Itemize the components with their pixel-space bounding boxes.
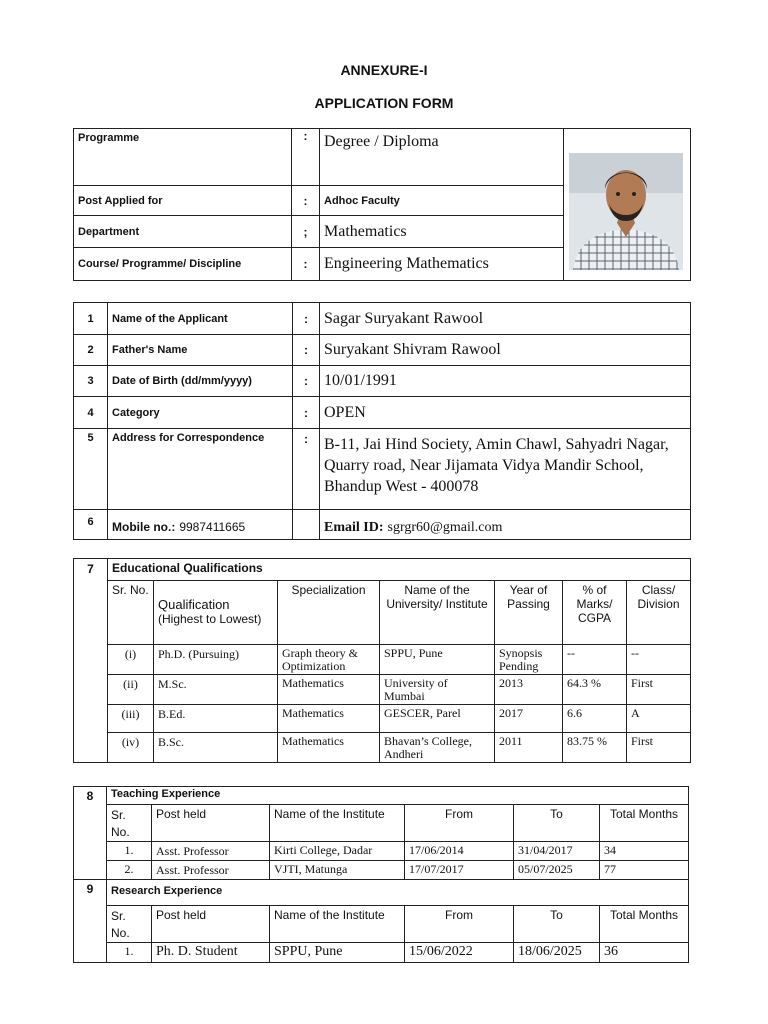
university-cell: Bhavan’s College, Andheri [380,733,495,763]
category-label: Category [108,397,293,429]
university-cell: University of Mumbai [380,675,495,705]
colon: : [292,129,320,186]
table-row [74,397,691,429]
section-number: 9 [74,880,107,963]
department-value: Mathematics [320,216,564,248]
col-header-class: Class/ Division [627,581,691,645]
table-row [74,675,691,705]
post-label: Post Applied for [74,186,292,216]
col-header-institute: Name of the Institute [270,906,405,943]
institute-cell: SPPU, Pune [270,943,405,963]
sr-cell: (i) [108,645,154,675]
colon: ; [292,216,320,248]
col-header-qualification [154,581,278,645]
applicant-name-label: Name of the Applicant [108,303,293,335]
address-value: B-11, Jai Hind Society, Amin Chawl, Sahyadri Nagar, Quarry road, Near Jijamata Vidya Mandir School, Bhandup West - 400078 [320,429,691,510]
marks-cell: 6.6 [563,705,627,733]
table-row [74,303,691,335]
education-table [73,558,691,763]
row-number: 5 [74,429,108,510]
table-row [74,943,689,963]
col-header-from: From [405,805,514,842]
specialization-cell: Graph theory & Optimization [278,645,380,675]
colon: : [293,335,320,366]
col-header-year: Year of Passing [495,581,563,645]
total-cell: 36 [600,943,689,963]
course-label: Course/ Programme/ Discipline [74,248,292,281]
col-header-institute: Name of the Institute [270,805,405,842]
table-row [74,429,691,510]
post-cell: Ph. D. Student [152,943,270,963]
section-title: Research Experience [107,880,689,906]
year-cell: Synopsis Pending [495,645,563,675]
dob-value: 10/01/1991 [320,366,691,397]
colon: : [293,366,320,397]
category-value: OPEN [320,397,691,429]
col-header-specialization: Specialization [278,581,380,645]
row-number: 1 [74,303,108,335]
father-name-value: Suryakant Shivram Rawool [320,335,691,366]
section-number: 7 [74,559,108,763]
post-value: Adhoc Faculty [320,186,564,216]
from-cell: 17/07/2017 [405,861,514,880]
total-cell: 77 [600,861,689,880]
qualification-cell: B.Ed. [154,705,278,733]
university-cell: GESCER, Parel [380,705,495,733]
row-number: 2 [74,335,108,366]
table-row [74,733,691,763]
qualification-header: Qualification [158,597,230,612]
applicant-photo [569,153,683,270]
colon: : [292,186,320,216]
col-header-post: Post held [152,906,270,943]
qualification-cell: Ph.D. (Pursuing) [154,645,278,675]
experience-table [73,786,689,963]
mobile-label: Mobile no.: [112,520,176,534]
institute-cell: VJTI, Matunga [270,861,405,880]
year-cell: 2011 [495,733,563,763]
table-row [74,366,691,397]
sr-cell: 1. [107,842,152,861]
year-cell: 2013 [495,675,563,705]
colon: : [292,248,320,281]
col-header-sr: Sr. No. [107,805,152,842]
col-header-post: Post held [152,805,270,842]
mobile-value: 9987411665 [179,520,246,534]
section-number: 8 [74,787,107,880]
email-cell [320,510,691,540]
table-row [74,705,691,733]
institute-cell: Kirti College, Dadar [270,842,405,861]
programme-value: Degree / Diploma [320,129,564,186]
department-label: Department [74,216,292,248]
section-title: Teaching Experience [107,787,689,805]
col-header-sr: Sr. No. [108,581,154,645]
table-row [74,335,691,366]
from-cell: 15/06/2022 [405,943,514,963]
year-cell: 2017 [495,705,563,733]
col-header-from: From [405,906,514,943]
col-header-marks: % of Marks/ CGPA [563,581,627,645]
mobile-cell [108,510,293,540]
table-row [74,842,689,861]
class-cell: A [627,705,691,733]
col-header-total: Total Months [600,906,689,943]
col-header-total: Total Months [600,805,689,842]
section-title: Educational Qualifications [108,559,691,581]
colon: : [293,303,320,335]
row-number: 4 [74,397,108,429]
sr-cell: 2. [107,861,152,880]
specialization-cell: Mathematics [278,705,380,733]
course-value: Engineering Mathematics [320,248,564,281]
col-header-sr: Sr. No. [107,906,152,943]
annexure-heading: ANNEXURE-I [340,62,428,78]
specialization-cell: Mathematics [278,733,380,763]
marks-cell: 64.3 % [563,675,627,705]
dob-label: Date of Birth (dd/mm/yyyy) [108,366,293,397]
table-row [74,861,689,880]
col-header-university: Name of the University/ Institute [380,581,495,645]
to-cell: 31/04/2017 [514,842,600,861]
university-cell: SPPU, Pune [380,645,495,675]
qualification-cell: M.Sc. [154,675,278,705]
table-row [74,510,691,540]
programme-label: Programme [74,129,292,186]
email-label: Email ID: [324,520,384,535]
email-value: sgrgr60@gmail.com [387,520,503,535]
empty-cell [293,510,320,540]
applicant-name-value: Sagar Suryakant Rawool [320,303,691,335]
col-header-to: To [514,805,600,842]
to-cell: 18/06/2025 [514,943,600,963]
row-number: 6 [74,510,108,540]
personal-details-table [73,302,691,540]
class-cell: -- [627,645,691,675]
colon: : [293,397,320,429]
class-cell: First [627,675,691,705]
colon: : [293,429,320,510]
table-row [74,645,691,675]
marks-cell: -- [563,645,627,675]
class-cell: First [627,733,691,763]
qualification-cell: B.Sc. [154,733,278,763]
sr-cell: (iv) [108,733,154,763]
from-cell: 17/06/2014 [405,842,514,861]
sr-cell: (iii) [108,705,154,733]
col-header-to: To [514,906,600,943]
father-name-label: Father's Name [108,335,293,366]
specialization-cell: Mathematics [278,675,380,705]
total-cell: 34 [600,842,689,861]
to-cell: 05/07/2025 [514,861,600,880]
marks-cell: 83.75 % [563,733,627,763]
sr-cell: (ii) [108,675,154,705]
address-label: Address for Correspondence [108,429,293,510]
sr-cell: 1. [107,943,152,963]
form-title: APPLICATION FORM [314,95,454,111]
qualification-subheader: (Highest to Lowest) [158,612,262,626]
post-cell: Asst. Professor [152,842,270,861]
row-number: 3 [74,366,108,397]
post-cell: Asst. Professor [152,861,270,880]
